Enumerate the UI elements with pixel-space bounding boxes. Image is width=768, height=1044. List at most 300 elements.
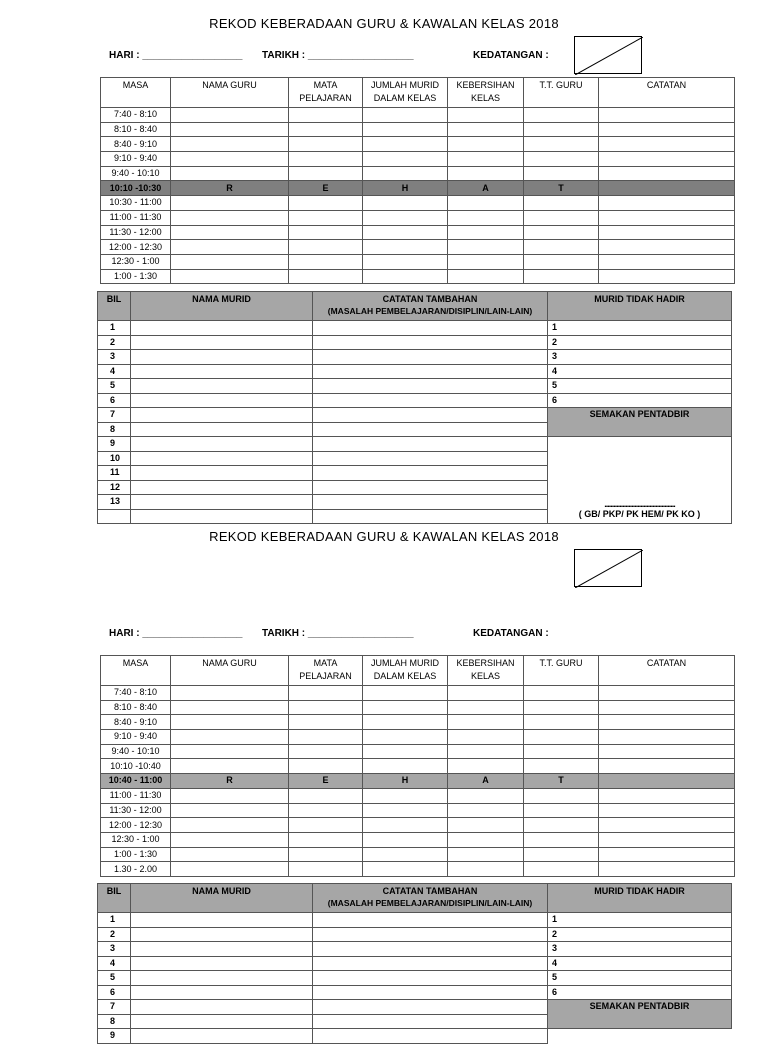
entry-cell[interactable] [599,715,735,730]
nama-murid-cell[interactable] [131,956,313,971]
rehat-letter: E [289,774,363,789]
entry-cell[interactable] [524,730,599,745]
header-tt-guru: T.T. GURU [524,656,599,686]
entry-cell[interactable] [171,137,289,152]
time-cell: 1:00 - 1:30 [101,847,171,862]
entry-cell[interactable] [599,847,735,862]
entry-cell[interactable] [289,744,363,759]
catatan-cell[interactable] [313,335,548,350]
entry-cell[interactable] [448,759,524,774]
entry-cell[interactable] [524,210,599,225]
entry-cell[interactable] [289,730,363,745]
table-row [101,152,735,167]
entry-cell[interactable] [524,108,599,123]
entry-cell[interactable] [448,108,524,123]
entry-cell[interactable] [363,744,448,759]
entry-cell[interactable] [448,818,524,833]
entry-cell[interactable] [289,847,363,862]
catatan-cell[interactable] [313,466,548,481]
entry-cell[interactable] [524,122,599,137]
entry-cell[interactable] [363,715,448,730]
table-row [98,321,732,336]
entry-cell[interactable] [599,137,735,152]
bil-number: 1 [98,321,131,336]
tarikh-field: TARIKH : ___________________ [262,628,414,639]
header-nama-murid: NAMA MURID [131,292,313,321]
catatan-cell[interactable] [313,985,548,1000]
absent-entry[interactable]: 5 [548,379,732,394]
header-catatan: CATATAN [599,78,735,108]
catatan-cell[interactable] [313,350,548,365]
table-row [98,1029,732,1044]
nama-murid-cell[interactable] [131,335,313,350]
entry-cell[interactable] [289,700,363,715]
header-kebersihan-kelas: KEBERSIHAN KELAS [448,656,524,686]
header-jumlah-murid: JUMLAH MURID DALAM KELAS [363,656,448,686]
table-row [101,254,735,269]
bil-number: 5 [98,379,131,394]
table-row [101,269,735,284]
table-row [98,942,732,957]
catatan-cell[interactable] [313,379,548,394]
entry-cell[interactable] [363,818,448,833]
table-row [101,108,735,123]
entry-cell[interactable] [289,269,363,284]
bil-number: 3 [98,350,131,365]
entry-cell[interactable] [524,166,599,181]
header-bil: BIL [98,292,131,321]
entry-cell[interactable] [448,254,524,269]
header-murid-tidak-hadir: MURID TIDAK HADIR [548,292,732,321]
table-row [101,240,735,255]
entry-cell[interactable] [599,225,735,240]
entry-cell[interactable] [363,730,448,745]
time-cell: 9:40 - 10:10 [101,166,171,181]
table-row [101,196,735,211]
entry-cell[interactable] [599,152,735,167]
catatan-cell[interactable] [313,1029,548,1044]
nama-murid-cell[interactable] [131,927,313,942]
entry-cell[interactable] [448,137,524,152]
entry-cell[interactable] [599,122,735,137]
entry-cell[interactable] [289,818,363,833]
entry-cell[interactable] [171,788,289,803]
header-bil: BIL [98,884,131,913]
entry-cell[interactable] [363,788,448,803]
kedatangan-box [574,549,642,587]
entry-cell[interactable] [171,759,289,774]
absent-entry[interactable]: 4 [548,364,732,379]
entry-cell[interactable] [524,152,599,167]
bil-number: 2 [98,927,131,942]
absent-entry[interactable]: 6 [548,393,732,408]
signature-label: ( GB/ PKP/ PK HEM/ PK KO ) [578,509,701,519]
table-row [101,744,735,759]
time-cell: 11:00 - 11:30 [101,788,171,803]
catatan-label: CATATAN TAMBAHAN [382,886,478,896]
entry-cell[interactable] [363,152,448,167]
nama-murid-cell[interactable] [131,422,313,437]
nama-murid-cell[interactable] [131,985,313,1000]
catatan-cell[interactable] [313,480,548,495]
catatan-cell[interactable] [313,451,548,466]
table-row [101,181,735,196]
entry-cell[interactable] [599,744,735,759]
time-cell: 12:00 - 12:30 [101,818,171,833]
nama-murid-cell[interactable] [131,913,313,928]
entry-cell[interactable] [448,803,524,818]
table-row [101,759,735,774]
nama-murid-cell[interactable] [131,1014,313,1029]
schedule-table [100,655,735,877]
entry-cell[interactable] [363,225,448,240]
entry-cell[interactable] [524,744,599,759]
entry-cell[interactable] [599,818,735,833]
entry-cell[interactable] [363,686,448,701]
hari-field: HARI : __________________ [109,628,243,639]
entry-cell[interactable] [171,686,289,701]
entry-cell[interactable] [171,166,289,181]
entry-cell[interactable] [363,137,448,152]
entry-cell[interactable] [599,862,735,877]
nama-murid-cell[interactable] [131,942,313,957]
absent-entry[interactable]: 5 [548,971,732,986]
catatan-cell[interactable] [313,927,548,942]
entry-cell[interactable] [599,788,735,803]
entry-cell[interactable] [171,862,289,877]
entry-cell[interactable] [448,715,524,730]
bil-number: 5 [98,971,131,986]
table-row [101,818,735,833]
entry-cell[interactable] [363,210,448,225]
catatan-cell[interactable] [313,913,548,928]
bil-number: 12 [98,480,131,495]
table-row [101,847,735,862]
header-mata-pelajaran: MATA PELAJARAN [289,656,363,686]
table-row [98,364,732,379]
nama-murid-cell[interactable] [131,495,313,510]
bil-number: 8 [98,1014,131,1029]
entry-cell[interactable] [289,196,363,211]
entry-cell[interactable] [524,715,599,730]
catatan-cell[interactable] [313,422,548,437]
entry-cell[interactable] [524,847,599,862]
entry-cell[interactable] [448,225,524,240]
entry-cell[interactable] [289,715,363,730]
kedatangan-label: KEDATANGAN : [473,628,549,639]
schedule-table [100,77,735,284]
catatan-cell[interactable] [313,364,548,379]
entry-cell[interactable] [448,240,524,255]
entry-cell[interactable] [289,152,363,167]
signature-box[interactable] [548,437,732,524]
header-nama-murid: NAMA MURID [131,884,313,913]
time-cell: 11:00 - 11:30 [101,210,171,225]
entry-cell[interactable] [599,832,735,847]
header-kebersihan-kelas: KEBERSIHAN KELAS [448,78,524,108]
entry-cell[interactable] [171,225,289,240]
bil-number: 6 [98,985,131,1000]
murid-table [97,291,732,524]
entry-cell[interactable] [599,254,735,269]
time-cell: 9:40 - 10:10 [101,744,171,759]
entry-cell[interactable] [599,108,735,123]
nama-murid-cell[interactable] [131,437,313,452]
nama-murid-cell[interactable] [131,350,313,365]
absent-entry[interactable]: 2 [548,927,732,942]
entry-cell[interactable] [363,166,448,181]
time-cell: 8:40 - 9:10 [101,137,171,152]
catatan-cell[interactable] [313,1000,548,1015]
table-row [101,730,735,745]
entry-cell[interactable] [171,196,289,211]
nama-murid-cell[interactable] [131,364,313,379]
nama-murid-cell[interactable] [131,451,313,466]
rehat-cell [599,181,735,196]
entry-cell[interactable] [524,225,599,240]
bil-number [98,509,131,524]
absent-entry[interactable]: 3 [548,350,732,365]
entry-cell[interactable] [363,269,448,284]
entry-cell[interactable] [363,759,448,774]
entry-cell[interactable] [289,122,363,137]
bil-number: 3 [98,942,131,957]
entry-cell[interactable] [171,254,289,269]
catatan-sublabel: (MASALAH PEMBELAJARAN/DISIPLIN/LAIN-LAIN) [327,898,533,908]
signature-line: ............................................... [604,499,675,509]
table-row [101,225,735,240]
nama-murid-cell[interactable] [131,408,313,423]
absent-entry[interactable]: 6 [548,985,732,1000]
entry-cell[interactable] [363,196,448,211]
entry-cell[interactable] [171,730,289,745]
catatan-cell[interactable] [313,509,548,524]
entry-cell[interactable] [289,803,363,818]
entry-cell[interactable] [448,730,524,745]
entry-cell[interactable] [289,240,363,255]
entry-cell[interactable] [448,847,524,862]
rehat-letter: H [363,774,448,789]
bil-number: 4 [98,956,131,971]
entry-cell[interactable] [524,254,599,269]
entry-cell[interactable] [448,210,524,225]
header-jumlah-murid: JUMLAH MURID DALAM KELAS [363,78,448,108]
entry-cell[interactable] [599,700,735,715]
catatan-cell[interactable] [313,321,548,336]
entry-cell[interactable] [448,152,524,167]
catatan-sublabel: (MASALAH PEMBELAJARAN/DISIPLIN/LAIN-LAIN) [327,306,533,316]
entry-cell[interactable] [171,847,289,862]
entry-cell[interactable] [524,240,599,255]
table-row [101,686,735,701]
catatan-cell[interactable] [313,408,548,423]
header-masa: MASA [101,656,171,686]
bil-number: 8 [98,422,131,437]
entry-cell[interactable] [524,862,599,877]
entry-cell[interactable] [171,210,289,225]
nama-murid-cell[interactable] [131,393,313,408]
entry-cell[interactable] [599,269,735,284]
header-nama-guru: NAMA GURU [171,78,289,108]
entry-cell[interactable] [171,269,289,284]
time-cell: 8:10 - 8:40 [101,122,171,137]
semakan-pentadbir: SEMAKAN PENTADBIR [548,408,732,437]
catatan-cell[interactable] [313,971,548,986]
entry-cell[interactable] [599,240,735,255]
catatan-cell[interactable] [313,1014,548,1029]
entry-cell[interactable] [599,759,735,774]
entry-cell[interactable] [599,196,735,211]
absent-entry[interactable]: 4 [548,956,732,971]
entry-cell[interactable] [448,122,524,137]
entry-cell[interactable] [448,788,524,803]
entry-cell[interactable] [171,122,289,137]
entry-cell[interactable] [363,847,448,862]
entry-cell[interactable] [448,196,524,211]
kedatangan-box [574,36,642,74]
entry-cell[interactable] [289,108,363,123]
entry-cell[interactable] [524,269,599,284]
bil-number: 6 [98,393,131,408]
entry-cell[interactable] [289,759,363,774]
time-cell: 9:10 - 9:40 [101,730,171,745]
entry-cell[interactable] [448,700,524,715]
entry-cell[interactable] [171,152,289,167]
time-cell: 7:40 - 8:10 [101,108,171,123]
entry-cell[interactable] [171,240,289,255]
murid-header-row [98,884,732,913]
entry-cell[interactable] [289,210,363,225]
catatan-cell[interactable] [313,956,548,971]
entry-cell[interactable] [171,744,289,759]
kedatangan-label: KEDATANGAN : [473,50,549,61]
entry-cell[interactable] [524,832,599,847]
entry-cell[interactable] [363,240,448,255]
entry-cell[interactable] [289,788,363,803]
header-nama-guru: NAMA GURU [171,656,289,686]
nama-murid-cell[interactable] [131,480,313,495]
header-catatan-tambahan [313,884,548,913]
table-row [98,437,732,452]
table-row [98,350,732,365]
entry-cell[interactable] [363,700,448,715]
entry-cell[interactable] [289,225,363,240]
entry-cell[interactable] [599,686,735,701]
entry-cell[interactable] [171,700,289,715]
absent-entry[interactable]: 3 [548,942,732,957]
entry-cell[interactable] [448,166,524,181]
entry-cell[interactable] [524,686,599,701]
table-row [101,166,735,181]
entry-cell[interactable] [524,196,599,211]
bil-number: 10 [98,451,131,466]
bil-number: 1 [98,913,131,928]
catatan-cell[interactable] [313,942,548,957]
nama-murid-cell[interactable] [131,379,313,394]
entry-cell[interactable] [448,744,524,759]
entry-cell[interactable] [289,832,363,847]
entry-cell[interactable] [599,730,735,745]
nama-murid-cell[interactable] [131,1029,313,1044]
nama-murid-cell[interactable] [131,1000,313,1015]
nama-murid-cell[interactable] [131,321,313,336]
entry-cell[interactable] [171,108,289,123]
time-cell: 10:10 -10:40 [101,759,171,774]
entry-cell[interactable] [599,803,735,818]
table-row [101,210,735,225]
entry-cell[interactable] [363,254,448,269]
table-row [101,715,735,730]
entry-cell[interactable] [599,210,735,225]
absent-entry[interactable]: 1 [548,913,732,928]
form-title: REKOD KEBERADAAN GURU & KAWALAN KELAS 2018 [209,16,559,31]
time-cell: 9:10 - 9:40 [101,152,171,167]
entry-cell[interactable] [289,137,363,152]
entry-cell[interactable] [289,862,363,877]
catatan-cell[interactable] [313,393,548,408]
entry-cell[interactable] [524,137,599,152]
absent-entry[interactable]: 2 [548,335,732,350]
bil-number: 13 [98,495,131,510]
entry-cell[interactable] [448,832,524,847]
entry-cell[interactable] [599,166,735,181]
entry-cell[interactable] [363,803,448,818]
table-row [101,832,735,847]
bil-number: 4 [98,364,131,379]
entry-cell[interactable] [524,700,599,715]
entry-cell[interactable] [171,715,289,730]
time-cell: 11:30 - 12:00 [101,803,171,818]
entry-cell[interactable] [289,166,363,181]
entry-cell[interactable] [171,818,289,833]
entry-cell[interactable] [448,862,524,877]
entry-cell[interactable] [524,788,599,803]
entry-cell[interactable] [524,759,599,774]
catatan-cell[interactable] [313,495,548,510]
rehat-letter: R [171,774,289,789]
catatan-cell[interactable] [313,437,548,452]
entry-cell[interactable] [363,862,448,877]
time-cell: 8:10 - 8:40 [101,700,171,715]
bil-number: 7 [98,1000,131,1015]
entry-cell[interactable] [289,254,363,269]
entry-cell[interactable] [363,108,448,123]
tarikh-field: TARIKH : ___________________ [262,50,414,61]
rehat-letter: H [363,181,448,196]
nama-murid-cell[interactable] [131,509,313,524]
nama-murid-cell[interactable] [131,466,313,481]
entry-cell[interactable] [289,686,363,701]
table-row [101,137,735,152]
entry-cell[interactable] [171,803,289,818]
entry-cell[interactable] [524,803,599,818]
entry-cell[interactable] [448,269,524,284]
table-row [98,956,732,971]
bil-number: 2 [98,335,131,350]
time-cell: 1.30 - 2.00 [101,862,171,877]
table-row [98,335,732,350]
entry-cell[interactable] [448,686,524,701]
entry-cell[interactable] [524,818,599,833]
entry-cell[interactable] [363,122,448,137]
entry-cell[interactable] [171,832,289,847]
entry-cell[interactable] [363,832,448,847]
murid-table [97,883,732,1044]
bil-number: 9 [98,1029,131,1044]
nama-murid-cell[interactable] [131,971,313,986]
rehat-letter: E [289,181,363,196]
absent-entry[interactable]: 1 [548,321,732,336]
